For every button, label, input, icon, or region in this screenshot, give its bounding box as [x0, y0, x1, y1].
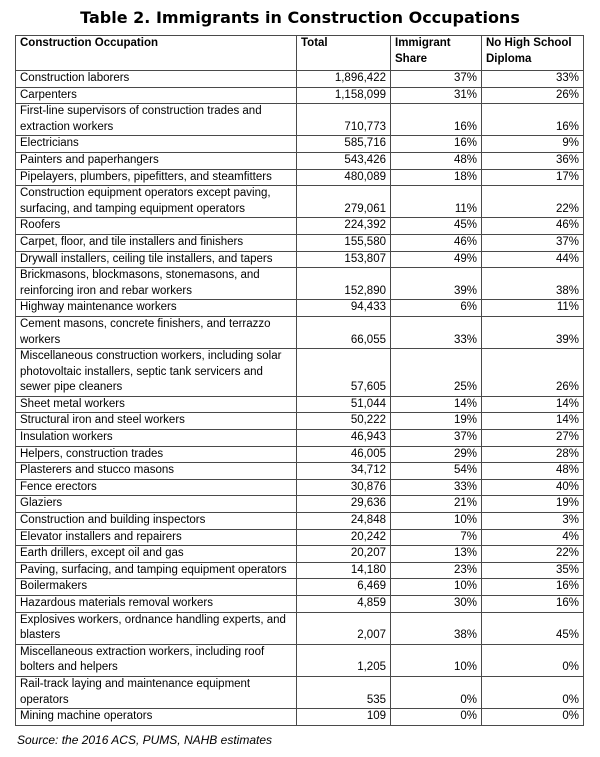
table-title: Table 2. Immigrants in Construction Occupations [80, 8, 520, 27]
total-cell: 1,158,099 [297, 87, 391, 104]
no-diploma-cell: 48% [482, 463, 584, 480]
occupation-cell: Paving, surfacing, and tamping equipment operators [16, 562, 297, 579]
no-diploma-cell: 11% [482, 300, 584, 317]
table-row [16, 446, 584, 463]
occupation-cell: Cement masons, concrete finishers, and terrazzo workers [16, 316, 297, 348]
total-cell: 543,426 [297, 152, 391, 169]
immigrant-share-cell: 21% [391, 496, 482, 513]
occupation-cell: Painters and paperhangers [16, 152, 297, 169]
no-diploma-cell: 26% [482, 87, 584, 104]
table-row [16, 349, 584, 397]
immigrant-share-cell: 0% [391, 709, 482, 726]
immigrant-share-cell: 11% [391, 186, 482, 218]
header-immigrant-share: Immigrant Share [391, 36, 482, 71]
no-diploma-cell: 16% [482, 104, 584, 136]
occupation-cell: Plasterers and stucco masons [16, 463, 297, 480]
table-row [16, 529, 584, 546]
no-diploma-cell: 22% [482, 186, 584, 218]
no-diploma-cell: 0% [482, 644, 584, 676]
immigrant-share-cell: 19% [391, 413, 482, 430]
immigrant-share-cell: 45% [391, 218, 482, 235]
total-cell: 46,005 [297, 446, 391, 463]
immigrant-share-cell: 10% [391, 579, 482, 596]
immigrant-share-cell: 37% [391, 71, 482, 88]
total-cell: 24,848 [297, 513, 391, 530]
total-cell: 109 [297, 709, 391, 726]
table-row [16, 152, 584, 169]
immigrant-share-cell: 46% [391, 234, 482, 251]
immigrant-share-cell: 16% [391, 104, 482, 136]
table-body [16, 71, 584, 726]
table-row [16, 479, 584, 496]
no-diploma-cell: 33% [482, 71, 584, 88]
table-row [16, 87, 584, 104]
no-diploma-cell: 17% [482, 169, 584, 186]
no-diploma-cell: 19% [482, 496, 584, 513]
occupation-cell: Explosives workers, ordnance handling experts, and blasters [16, 612, 297, 644]
no-diploma-cell: 0% [482, 676, 584, 708]
total-cell: 1,205 [297, 644, 391, 676]
immigrant-share-cell: 16% [391, 136, 482, 153]
table-row [16, 644, 584, 676]
table-row [16, 316, 584, 348]
total-cell: 50,222 [297, 413, 391, 430]
occupation-cell: First-line supervisors of construction trades and extraction workers [16, 104, 297, 136]
immigrant-share-cell: 30% [391, 596, 482, 613]
table-row [16, 104, 584, 136]
header-total: Total [297, 36, 391, 71]
no-diploma-cell: 16% [482, 579, 584, 596]
total-cell: 1,896,422 [297, 71, 391, 88]
occupation-cell: Drywall installers, ceiling tile installers, and tapers [16, 251, 297, 268]
occupation-cell: Brickmasons, blockmasons, stonemasons, and reinforcing iron and rebar workers [16, 268, 297, 300]
occupation-cell: Insulation workers [16, 430, 297, 447]
header-no-diploma: No High School Diploma [482, 36, 584, 71]
no-diploma-cell: 26% [482, 349, 584, 397]
occupation-cell: Structural iron and steel workers [16, 413, 297, 430]
header-occupation: Construction Occupation [16, 36, 297, 71]
occupation-cell: Fence erectors [16, 479, 297, 496]
no-diploma-cell: 46% [482, 218, 584, 235]
no-diploma-cell: 40% [482, 479, 584, 496]
table-row [16, 413, 584, 430]
occupation-cell: Mining machine operators [16, 709, 297, 726]
occupation-cell: Electricians [16, 136, 297, 153]
no-diploma-cell: 3% [482, 513, 584, 530]
immigrant-share-cell: 33% [391, 316, 482, 348]
table-row [16, 463, 584, 480]
total-cell: 585,716 [297, 136, 391, 153]
no-diploma-cell: 14% [482, 413, 584, 430]
table-row [16, 513, 584, 530]
table-row [16, 268, 584, 300]
table-row [16, 579, 584, 596]
occupation-cell: Helpers, construction trades [16, 446, 297, 463]
no-diploma-cell: 27% [482, 430, 584, 447]
total-cell: 2,007 [297, 612, 391, 644]
no-diploma-cell: 9% [482, 136, 584, 153]
occupation-cell: Pipelayers, plumbers, pipefitters, and steamfitters [16, 169, 297, 186]
no-diploma-cell: 16% [482, 596, 584, 613]
total-cell: 66,055 [297, 316, 391, 348]
occupations-table [15, 35, 584, 726]
total-cell: 34,712 [297, 463, 391, 480]
total-cell: 20,242 [297, 529, 391, 546]
total-cell: 153,807 [297, 251, 391, 268]
occupation-cell: Boilermakers [16, 579, 297, 596]
total-cell: 6,469 [297, 579, 391, 596]
occupation-cell: Construction equipment operators except paving, surfacing, and tamping equipment operators [16, 186, 297, 218]
total-cell: 20,207 [297, 546, 391, 563]
table-row [16, 300, 584, 317]
immigrant-share-cell: 29% [391, 446, 482, 463]
total-cell: 480,089 [297, 169, 391, 186]
immigrant-share-cell: 31% [391, 87, 482, 104]
immigrant-share-cell: 23% [391, 562, 482, 579]
table-row [16, 562, 584, 579]
no-diploma-cell: 22% [482, 546, 584, 563]
table-row [16, 218, 584, 235]
table-row [16, 496, 584, 513]
occupation-cell: Construction laborers [16, 71, 297, 88]
immigrant-share-cell: 48% [391, 152, 482, 169]
no-diploma-cell: 4% [482, 529, 584, 546]
table-row [16, 71, 584, 88]
total-cell: 710,773 [297, 104, 391, 136]
immigrant-share-cell: 0% [391, 676, 482, 708]
table-row [16, 186, 584, 218]
no-diploma-cell: 36% [482, 152, 584, 169]
total-cell: 4,859 [297, 596, 391, 613]
total-cell: 51,044 [297, 396, 391, 413]
immigrant-share-cell: 6% [391, 300, 482, 317]
no-diploma-cell: 37% [482, 234, 584, 251]
total-cell: 279,061 [297, 186, 391, 218]
occupation-cell: Highway maintenance workers [16, 300, 297, 317]
occupation-cell: Roofers [16, 218, 297, 235]
occupation-cell: Miscellaneous extraction workers, including roof bolters and helpers [16, 644, 297, 676]
occupation-cell: Rail-track laying and maintenance equipment operators [16, 676, 297, 708]
immigrant-share-cell: 18% [391, 169, 482, 186]
table-row [16, 396, 584, 413]
immigrant-share-cell: 7% [391, 529, 482, 546]
immigrant-share-cell: 13% [391, 546, 482, 563]
no-diploma-cell: 0% [482, 709, 584, 726]
immigrant-share-cell: 37% [391, 430, 482, 447]
total-cell: 535 [297, 676, 391, 708]
table-row [16, 546, 584, 563]
no-diploma-cell: 28% [482, 446, 584, 463]
no-diploma-cell: 35% [482, 562, 584, 579]
total-cell: 57,605 [297, 349, 391, 397]
immigrant-share-cell: 49% [391, 251, 482, 268]
total-cell: 29,636 [297, 496, 391, 513]
total-cell: 152,890 [297, 268, 391, 300]
table-row [16, 596, 584, 613]
occupation-cell: Earth drillers, except oil and gas [16, 546, 297, 563]
total-cell: 30,876 [297, 479, 391, 496]
no-diploma-cell: 45% [482, 612, 584, 644]
immigrant-share-cell: 25% [391, 349, 482, 397]
no-diploma-cell: 44% [482, 251, 584, 268]
table-row [16, 234, 584, 251]
immigrant-share-cell: 10% [391, 644, 482, 676]
table-row [16, 676, 584, 708]
table-row [16, 251, 584, 268]
total-cell: 46,943 [297, 430, 391, 447]
table-row [16, 612, 584, 644]
total-cell: 14,180 [297, 562, 391, 579]
immigrant-share-cell: 54% [391, 463, 482, 480]
immigrant-share-cell: 33% [391, 479, 482, 496]
no-diploma-cell: 38% [482, 268, 584, 300]
immigrant-share-cell: 14% [391, 396, 482, 413]
total-cell: 94,433 [297, 300, 391, 317]
occupation-cell: Miscellaneous construction workers, including solar photovoltaic installers, septic tank servicers and sewer pipe cleaners [16, 349, 297, 397]
occupation-cell: Glaziers [16, 496, 297, 513]
immigrant-share-cell: 10% [391, 513, 482, 530]
source-note: Source: the 2016 ACS, PUMS, NAHB estimates [17, 733, 272, 747]
table-row [16, 169, 584, 186]
table-row [16, 136, 584, 153]
table-row [16, 430, 584, 447]
no-diploma-cell: 14% [482, 396, 584, 413]
occupation-cell: Sheet metal workers [16, 396, 297, 413]
table-row [16, 709, 584, 726]
no-diploma-cell: 39% [482, 316, 584, 348]
occupation-cell: Hazardous materials removal workers [16, 596, 297, 613]
occupation-cell: Carpet, floor, and tile installers and finishers [16, 234, 297, 251]
occupation-cell: Carpenters [16, 87, 297, 104]
table-header-row [16, 36, 584, 71]
occupation-cell: Construction and building inspectors [16, 513, 297, 530]
total-cell: 224,392 [297, 218, 391, 235]
occupation-cell: Elevator installers and repairers [16, 529, 297, 546]
immigrant-share-cell: 39% [391, 268, 482, 300]
immigrant-share-cell: 38% [391, 612, 482, 644]
total-cell: 155,580 [297, 234, 391, 251]
